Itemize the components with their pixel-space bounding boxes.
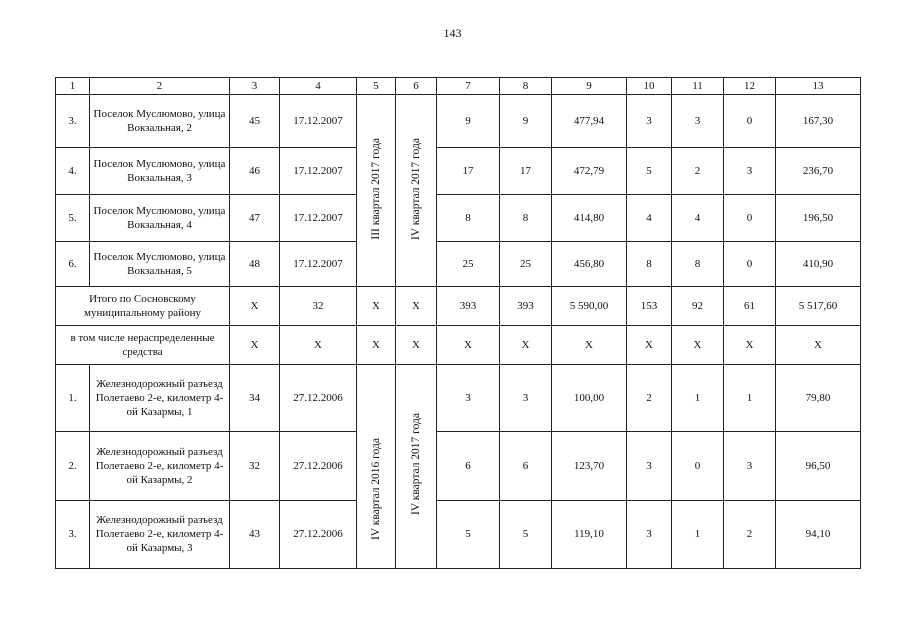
quarter-start-cell — [357, 95, 396, 287]
row-number: 3. — [56, 95, 90, 148]
address-cell: Поселок Муслюмово, улица Вокзальная, 4 — [90, 194, 230, 241]
cell: 0 — [724, 95, 776, 148]
cell: 393 — [437, 287, 500, 326]
cell: 8 — [627, 241, 672, 287]
cell: 100,00 — [552, 364, 627, 431]
address-cell: Железнодорожный разъезд Полетаево 2-е, километр 4-ой Казармы, 3 — [90, 500, 230, 568]
address-cell: Железнодорожный разъезд Полетаево 2-е, километр 4-ой Казармы, 2 — [90, 431, 230, 500]
table-row — [56, 95, 861, 148]
cell: 17 — [437, 148, 500, 195]
column-number: 5 — [357, 78, 396, 95]
cell: 3 — [627, 431, 672, 500]
column-number: 11 — [672, 78, 724, 95]
cell: 61 — [724, 287, 776, 326]
address-cell: Поселок Муслюмово, улица Вокзальная, 3 — [90, 148, 230, 195]
total-row — [56, 287, 861, 326]
date-cell: 27.12.2006 — [280, 364, 357, 431]
quarter-end-cell — [396, 364, 437, 568]
cell: 2 — [724, 500, 776, 568]
cell: 25 — [437, 241, 500, 287]
row-number: 6. — [56, 241, 90, 287]
cell: 8 — [672, 241, 724, 287]
cell: 3 — [724, 431, 776, 500]
page-number: 143 — [443, 26, 462, 40]
date-cell: 27.12.2006 — [280, 500, 357, 568]
cell: 96,50 — [776, 431, 861, 500]
table-row — [56, 148, 861, 195]
cell: 48 — [230, 241, 280, 287]
cell: 9 — [500, 95, 552, 148]
cell: 8 — [437, 194, 500, 241]
total-label: Итого по Сосновскому муниципальному району — [56, 287, 230, 326]
cell: 3 — [437, 364, 500, 431]
column-number: 6 — [396, 78, 437, 95]
cell: 46 — [230, 148, 280, 195]
table-row — [56, 241, 861, 287]
column-number: 12 — [724, 78, 776, 95]
cell: X — [672, 326, 724, 365]
column-number: 4 — [280, 78, 357, 95]
cell: 0 — [724, 241, 776, 287]
quarter-start-cell — [357, 364, 396, 568]
cell: 47 — [230, 194, 280, 241]
cell: 5 — [500, 500, 552, 568]
cell: 1 — [724, 364, 776, 431]
quarter-start-text: IV квартал 2016 года — [370, 438, 382, 541]
cell: 456,80 — [552, 241, 627, 287]
column-number: 1 — [56, 78, 90, 95]
row-number: 1. — [56, 364, 90, 431]
cell: 3 — [672, 95, 724, 148]
housing-resettlement-table — [55, 77, 861, 569]
cell: 414,80 — [552, 194, 627, 241]
cell: X — [280, 326, 357, 365]
cell: 477,94 — [552, 95, 627, 148]
table-row — [56, 364, 861, 431]
row-number: 4. — [56, 148, 90, 195]
cell: 6 — [437, 431, 500, 500]
table-row — [56, 500, 861, 568]
cell: 0 — [724, 194, 776, 241]
row-number: 5. — [56, 194, 90, 241]
row-number: 3. — [56, 500, 90, 568]
table-row — [56, 194, 861, 241]
date-cell: 17.12.2007 — [280, 241, 357, 287]
column-number: 10 — [627, 78, 672, 95]
cell: 0 — [672, 431, 724, 500]
cell: 1 — [672, 500, 724, 568]
cell: 32 — [280, 287, 357, 326]
table-row — [56, 431, 861, 500]
cell: X — [230, 326, 280, 365]
cell: 79,80 — [776, 364, 861, 431]
date-cell: 17.12.2007 — [280, 95, 357, 148]
cell: 6 — [500, 431, 552, 500]
cell: 167,30 — [776, 95, 861, 148]
cell: 45 — [230, 95, 280, 148]
date-cell: 17.12.2007 — [280, 194, 357, 241]
cell: 5 517,60 — [776, 287, 861, 326]
column-number: 3 — [230, 78, 280, 95]
cell: X — [396, 287, 437, 326]
column-number-row — [56, 78, 861, 95]
column-number: 2 — [90, 78, 230, 95]
cell: 153 — [627, 287, 672, 326]
cell: 34 — [230, 364, 280, 431]
quarter-start-text: III квартал 2017 года — [370, 138, 382, 240]
cell: 5 — [627, 148, 672, 195]
cell: 94,10 — [776, 500, 861, 568]
cell: 123,70 — [552, 431, 627, 500]
cell: X — [230, 287, 280, 326]
cell: 5 590,00 — [552, 287, 627, 326]
cell: 3 — [724, 148, 776, 195]
cell: X — [627, 326, 672, 365]
cell: 393 — [500, 287, 552, 326]
cell: X — [724, 326, 776, 365]
cell: 472,79 — [552, 148, 627, 195]
cell: 3 — [627, 500, 672, 568]
cell: 1 — [672, 364, 724, 431]
date-cell: 27.12.2006 — [280, 431, 357, 500]
row-number: 2. — [56, 431, 90, 500]
cell: X — [357, 287, 396, 326]
cell: 9 — [437, 95, 500, 148]
cell: 32 — [230, 431, 280, 500]
cell: 196,50 — [776, 194, 861, 241]
unallocated-row — [56, 326, 861, 365]
cell: 8 — [500, 194, 552, 241]
address-cell: Железнодорожный разъезд Полетаево 2-е, километр 4-ой Казармы, 1 — [90, 364, 230, 431]
cell: 92 — [672, 287, 724, 326]
cell: 3 — [500, 364, 552, 431]
cell: X — [776, 326, 861, 365]
cell: X — [552, 326, 627, 365]
cell: 25 — [500, 241, 552, 287]
cell: 2 — [627, 364, 672, 431]
address-cell: Поселок Муслюмово, улица Вокзальная, 2 — [90, 95, 230, 148]
cell: 43 — [230, 500, 280, 568]
cell: 4 — [672, 194, 724, 241]
column-number: 7 — [437, 78, 500, 95]
column-number: 13 — [776, 78, 861, 95]
unallocated-label: в том числе нераспределенные средства — [56, 326, 230, 365]
quarter-end-text: IV квартал 2017 года — [410, 413, 422, 516]
address-cell: Поселок Муслюмово, улица Вокзальная, 5 — [90, 241, 230, 287]
cell: 4 — [627, 194, 672, 241]
cell: 410,90 — [776, 241, 861, 287]
cell: X — [357, 326, 396, 365]
column-number: 8 — [500, 78, 552, 95]
cell: 17 — [500, 148, 552, 195]
cell: 2 — [672, 148, 724, 195]
cell: X — [437, 326, 500, 365]
quarter-end-cell — [396, 95, 437, 287]
date-cell: 17.12.2007 — [280, 148, 357, 195]
cell: X — [500, 326, 552, 365]
cell: 119,10 — [552, 500, 627, 568]
cell: 3 — [627, 95, 672, 148]
cell: X — [396, 326, 437, 365]
column-number: 9 — [552, 78, 627, 95]
cell: 236,70 — [776, 148, 861, 195]
cell: 5 — [437, 500, 500, 568]
quarter-end-text: IV квартал 2017 года — [410, 137, 422, 240]
